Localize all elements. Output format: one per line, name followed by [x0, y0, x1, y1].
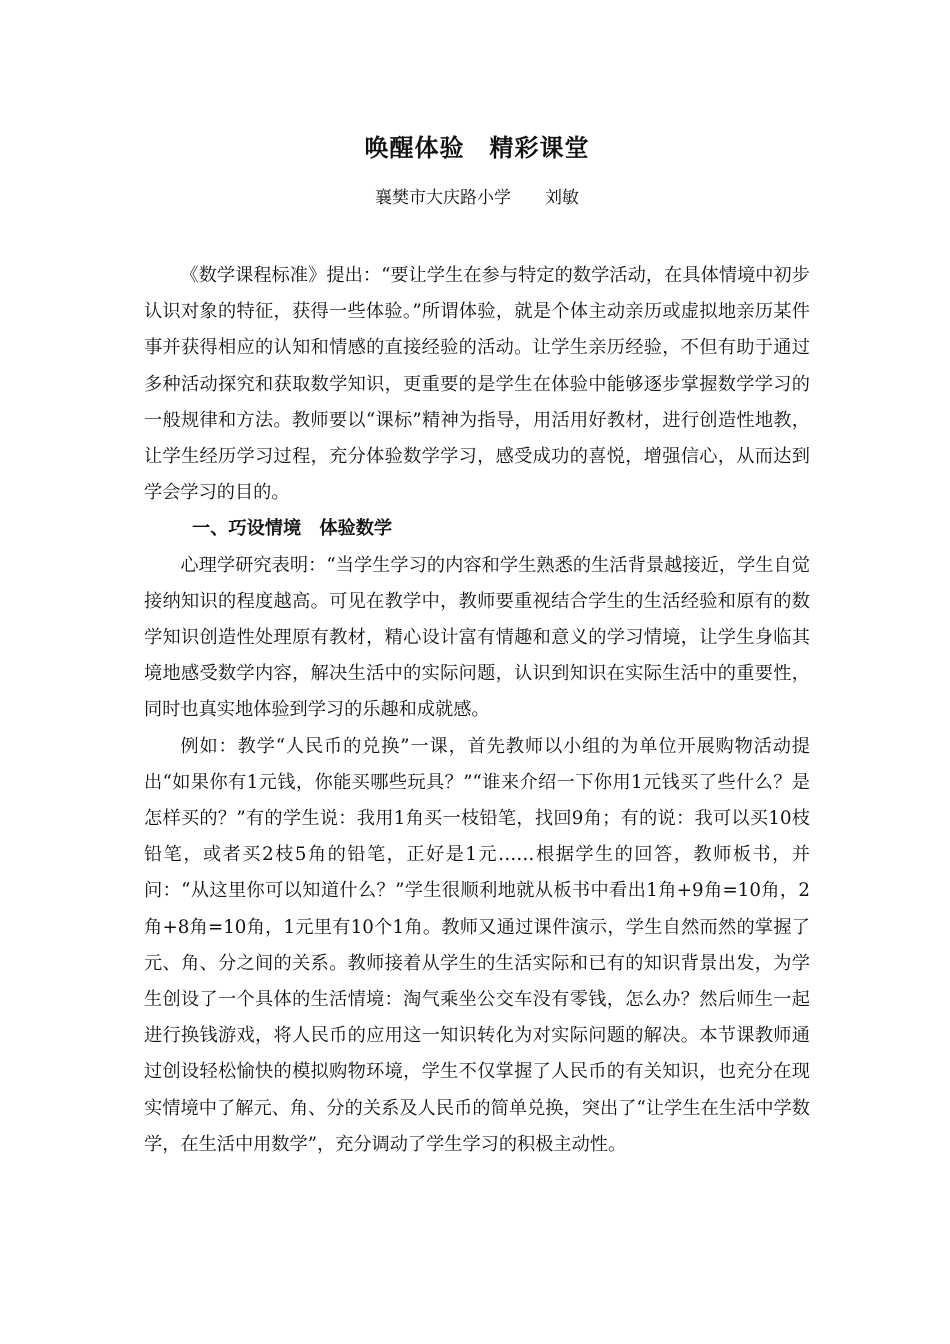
author-line: 襄樊市大庆路小学 刘敏 [375, 188, 579, 208]
document-title: 唤醒体验 精彩课堂 [364, 133, 590, 162]
intro-paragraph: 《数学课程标准》提出：“要让学生在参与特定的数学活动，在具体情境中初步认识对象的特征，获得一些体验。”所谓体验，就是个体主动亲历或虚拟地亲历某件事并获得相应的认知和情感的直接经验的活动。让学生亲历经验，不但有助于通过多种活动探究和获取数学知识，更重要的是学生在体验中能够逐步掌握数学学习的一般规律和方法。教师要以“课标”精神为指导，用活用好教材，进行创造性地教，让学生经历学习过程，充分体验数学学习，感受成功的喜悦，增强信心，从而达到学会学习的目的。 [144, 265, 810, 504]
body-paragraph: 心理学研究表明：“当学生学习的内容和学生熟悉的生活背景越接近，学生自觉接纳知识的程度越高。可见在教学中，教师要重视结合学生的生活经验和原有的数学知识创造性处理原有教材，精心设计富有情趣和意义的学习情境，让学生身临其境地感受数学内容，解决生活中的实际问题，认识到知识在实际生活中的重要性，同时也真实地体验到学习的乐趣和成就感。 [144, 554, 810, 721]
section-heading: 一、巧设情境 体验数学 [192, 518, 393, 540]
document-body [144, 258, 810, 1163]
example-paragraph: 例如：教学“人民币的兑换”一课，首先教师以小组的为单位开展购物活动提出“如果你有1元钱，你能买哪些玩具？”“谁来介绍一下你用1元钱买了些什么？是怎样买的？”有的学生说：我用1角买一枝铅笔，找回9角；有的说：我可以买10枝铅笔，或者买2枝5角的铅笔，正好是1元……根据学生的回答，教师板书，并问：“从这里你可以知道什么？”学生很顺利地就从板书中看出1角+9角=10角，2角+8角=10角，1元里有10个1角。教师又通过课件演示，学生自然而然的掌握了元、角、分之间的关系。教师接着从学生的生活实际和已有的知识背景出发，为学生创设了一个具体的生活情境：淘气乘坐公交车没有零钱，怎么办？然后师生一起进行换钱游戏，将人民币的应用这一知识转化为对实际问题的解决。本节课教师通过创设轻松愉快的模拟购物环境，学生不仅掌握了人民币的有关知识，也充分在现实情境中了解元、角、分的关系及人民币的简单兑换，突出了“让学生在生活中学数学，在生活中用数学”，充分调动了学生学习的积极主动性。 [144, 735, 810, 1155]
document-page [144, 128, 810, 1163]
